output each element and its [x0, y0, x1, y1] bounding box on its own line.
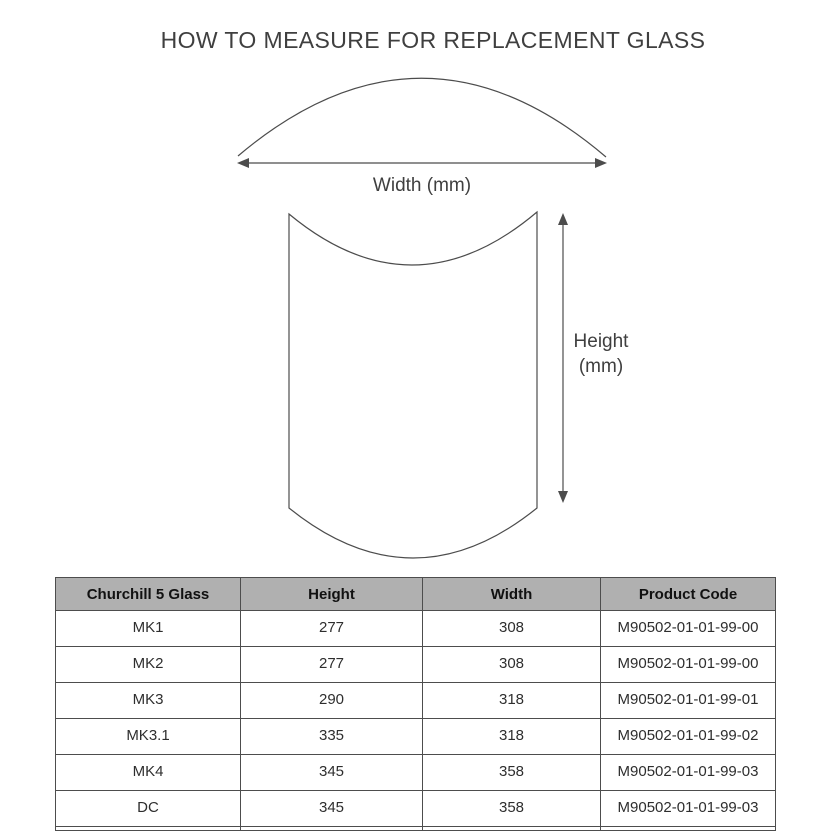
cell-model: MK1	[56, 611, 241, 647]
width-arrow	[237, 158, 607, 168]
cell-height: 345	[241, 755, 423, 791]
height-label-line2: (mm)	[578, 356, 624, 377]
cell-model: MK3.1	[56, 719, 241, 755]
cell-height: 290	[241, 683, 423, 719]
cell-model: MK2	[56, 647, 241, 683]
cell-model: DC	[56, 791, 241, 827]
height-arrow-top-head-icon	[558, 213, 568, 225]
table-row	[56, 683, 776, 719]
table-row	[56, 647, 776, 683]
cell-product-code: M90502-01-01-99-01	[601, 683, 776, 719]
cell-product-code: M90502-01-01-99-03	[601, 791, 776, 827]
cell-width: 308	[423, 611, 601, 647]
table-row-cropped	[56, 827, 776, 831]
table-header-row	[56, 578, 776, 611]
measurement-diagram	[0, 60, 840, 575]
header-height: Height	[241, 578, 423, 611]
cell-width: 308	[423, 647, 601, 683]
glass-spec-table	[55, 577, 776, 831]
cell-product-code: M90502-01-01-99-00	[601, 647, 776, 683]
height-label-line1: Height	[573, 331, 629, 352]
cell-model: MK3	[56, 683, 241, 719]
cell-product-code: M90502-01-01-99-00	[601, 611, 776, 647]
cell-height: 345	[241, 791, 423, 827]
table-row	[56, 755, 776, 791]
width-label: Width (mm)	[372, 175, 472, 196]
table-row	[56, 791, 776, 827]
header-width: Width	[423, 578, 601, 611]
cell-height: 277	[241, 611, 423, 647]
page-title: HOW TO MEASURE FOR REPLACEMENT GLASS	[160, 27, 706, 53]
height-arrow	[558, 213, 568, 503]
cell-width: 318	[423, 683, 601, 719]
cell-height: 277	[241, 647, 423, 683]
cell-height: 335	[241, 719, 423, 755]
width-arrow-right-head-icon	[595, 158, 607, 168]
table-row	[56, 611, 776, 647]
cell-product-code: M90502-01-01-99-02	[601, 719, 776, 755]
header-model: Churchill 5 Glass	[56, 578, 241, 611]
cell-model: MK4	[56, 755, 241, 791]
cell-product-code: M90502-01-01-99-03	[601, 755, 776, 791]
glass-curve-arc	[238, 78, 606, 157]
cell-width: 358	[423, 755, 601, 791]
cell-width: 358	[423, 791, 601, 827]
table-row	[56, 719, 776, 755]
glass-panel-outline	[289, 212, 537, 558]
height-arrow-bottom-head-icon	[558, 491, 568, 503]
width-arrow-left-head-icon	[237, 158, 249, 168]
cell-width: 318	[423, 719, 601, 755]
header-product-code: Product Code	[601, 578, 776, 611]
